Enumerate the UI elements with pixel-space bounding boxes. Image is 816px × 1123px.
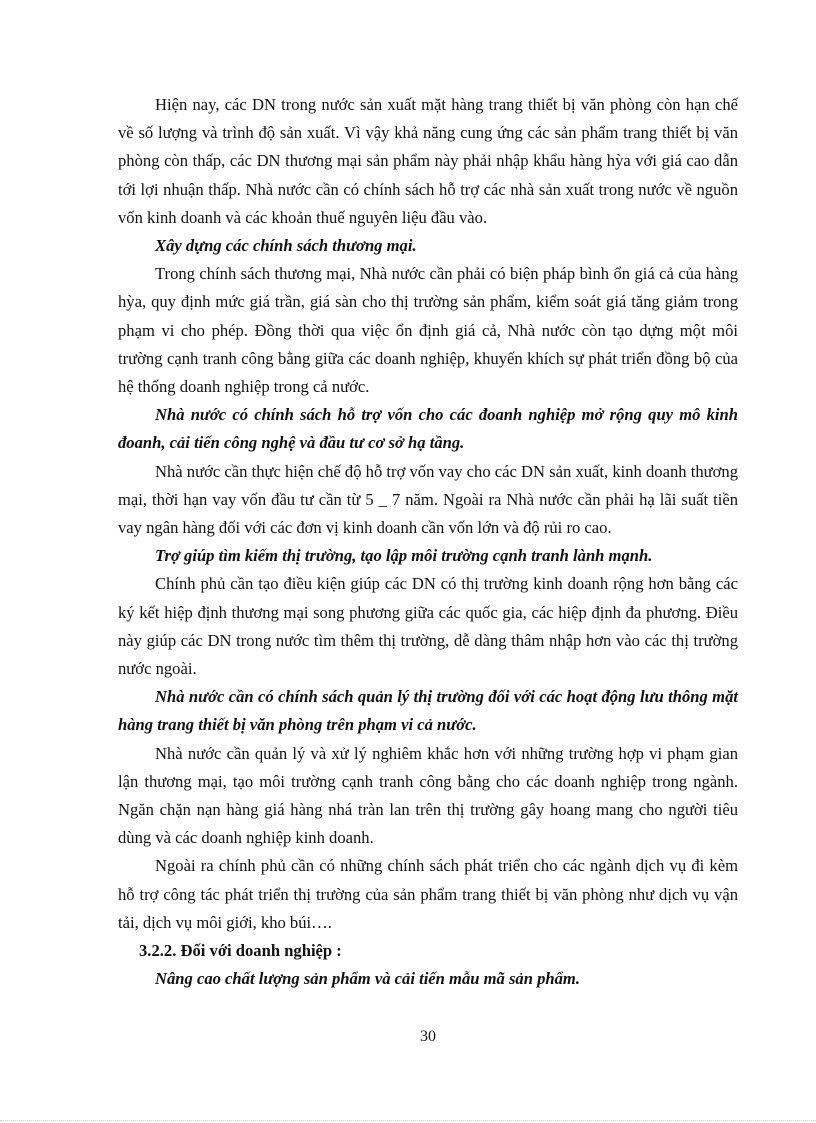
subheading-product-quality: Nâng cao chất lượng sản phẩm và cải tiến mẫu mã sản phẩm. [155, 969, 580, 989]
page-number: 30 [420, 1028, 436, 1045]
heading-capital-support: Nhà nước có chính sách hỗ trợ vốn cho các đoanh nghiệp mở rộng quy mô kinh đoanh, cải tiến công nghệ và đầu tư cơ sở hạ tầng. [118, 405, 738, 453]
heading-market-search: Trợ giúp tìm kiếm thị trường, tạo lập môi trường cạnh tranh lành mạnh. [155, 546, 653, 566]
paragraph-domestic-production: Hiện nay, các DN trong nước sản xuất mặt hàng trang thiết bị văn phòng còn hạn chế về số lượng và trình độ sản xuất. Vì vậy khả năng cung ứng các sản phẩm trang thiết bị văn phòng còn thấp, các DN thương mại sản phẩm này phải nhập khẩu hàng hỳa với giá cao dẫn tới lợi nhuận thấp. Nhà nước cần có chính sách hỗ trợ các nhà sản xuất trong nước về nguồn vốn kinh doanh và các khoản thuế nguyên liệu đầu vào. [118, 95, 738, 227]
heading-market-management: Nhà nước cần có chính sách quản lý thị trường đối với các hoạt động lưu thông mặt hàng trang thiết bị văn phòng trên phạm vi cả nước. [118, 687, 738, 735]
paragraph-trade-policy: Trong chính sách thương mại, Nhà nước cần phải có biện pháp bình ổn giá cả của hàng hỳa, quy định mức giá trần, giá sàn cho thị trường sản phẩm, kiểm soát giá tăng giảm trong phạm vi cho phép. Đồng thời qua việc ổn định giá cả, Nhà nước còn tạo dựng một môi trường cạnh tranh công bằng giữa các doanh nghiệp, khuyến khích sự phát triển đồng bộ của hệ thống doanh nghiệp trong cả nước. [118, 264, 738, 397]
paragraph-market-search: Chính phủ cần tạo điều kiện giúp các DN có thị trường kinh doanh rộng hơn bằng các ký kết hiệp định thương mại song phương giữa các quốc gia, các hiệp định đa phương. Điều này giúp các DN trong nước tìm thêm thị trường, dễ dàng thâm nhập hơn vào các thị trường nước ngoài. [118, 574, 738, 679]
paragraph-capital-support: Nhà nước cần thực hiện chế độ hỗ trợ vốn vay cho các DN sản xuất, kinh doanh thương mại, thời hạn vay vốn đầu tư cần từ 5 _ 7 năm. Ngoài ra Nhà nước cần phải hạ lãi suất tiền vay ngân hàng đối với các đơn vị kinh doanh cần vốn lớn và độ rủi ro cao. [118, 461, 738, 538]
section-heading-enterprises: 3.2.2. Đối với doanh nghiệp : [139, 941, 342, 961]
footer-divider [0, 1120, 816, 1121]
paragraph-service-industries: Ngoài ra chính phủ cần có những chính sách phát triển cho các ngành dịch vụ đi kèm hỗ trợ công tác phát triển thị trường của sản phẩm trang thiết bị văn phòng như dịch vụ vận tải, dịch vụ môi giới, kho búi…. [118, 856, 738, 932]
heading-trade-policy: Xây dựng các chính sách thương mại. [155, 236, 417, 256]
document-body [118, 91, 738, 994]
paragraph-market-management: Nhà nước cần quản lý và xử lý nghiêm khắc hơn với những trường hợp vi phạm gian lận thương mại, tạo môi trường cạnh tranh công bằng cho các doanh nghiệp trong ngành. Ngăn chặn nạn hàng giá hàng nhá tràn lan trên thị trường gây hoang mang cho người tiêu dùng và các doanh nghiệp kinh doanh. [118, 743, 738, 848]
